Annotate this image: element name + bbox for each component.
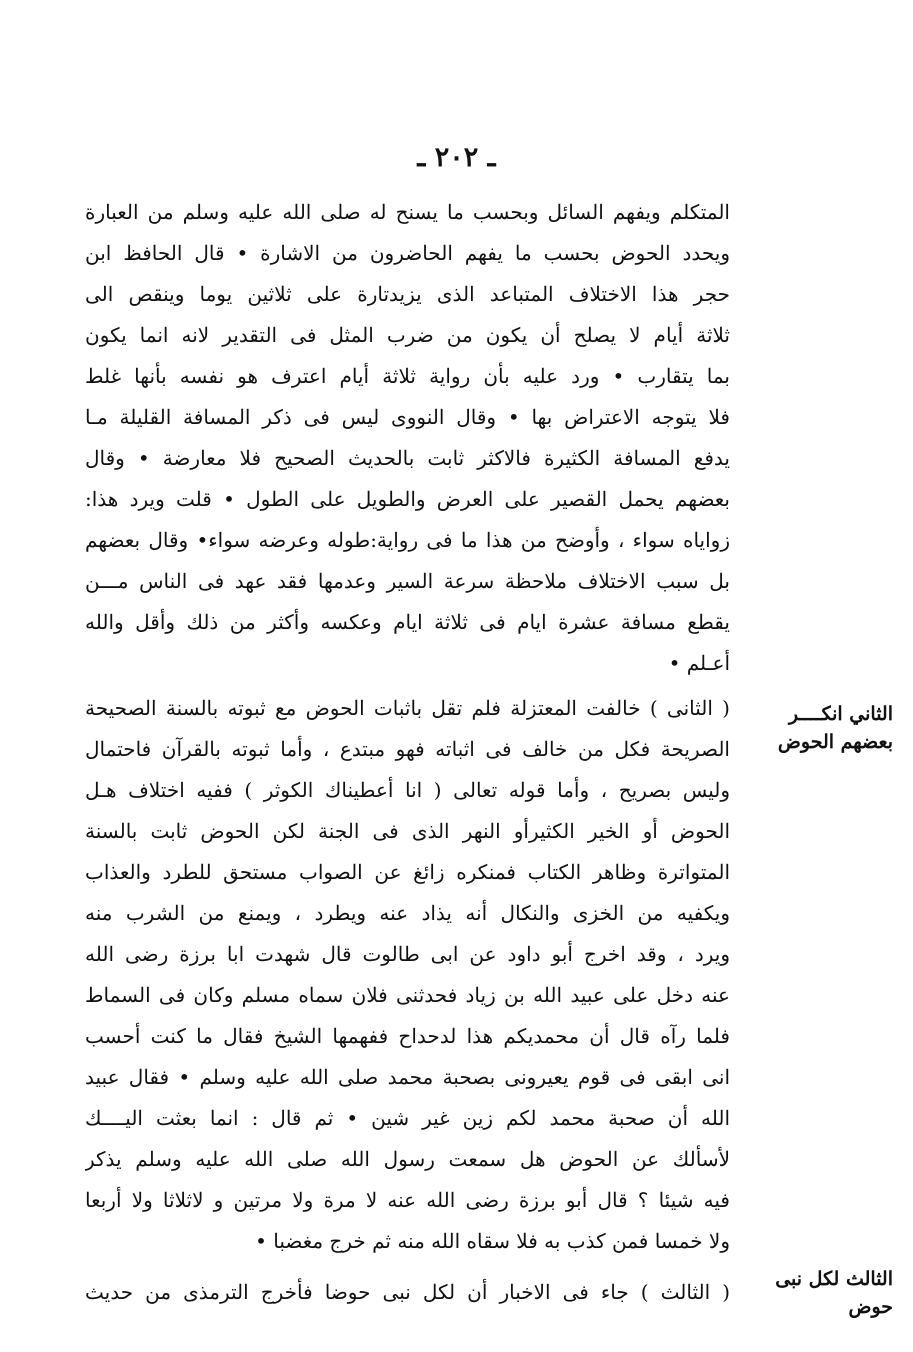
text-line: عنه دخل على عبيد الله بن زياد فحدثنى فلان سماه مسلم وكان فى السماط — [85, 983, 730, 1007]
text-line: فلا يتوجه الاعتراض بها • وقال النووى ليس فى ذكر المسافة القليلة مـا — [85, 405, 730, 429]
text-line: بل سبب الاختلاف ملاحظة سرعة السير وعدمها فقد عهد فى الناس مـــن — [85, 569, 730, 593]
text-line: المتواترة وظاهر الكتاب فمنكره زائغ عن الصواب مستحق للطرد والعذاب — [85, 860, 730, 884]
text-line: بعضهم يحمل القصير على العرض والطويل على الطول • قلت ويرد هذا: — [85, 487, 730, 511]
text-line: فيه شيئا ؟ قال أبو برزة رضى الله عنه لا مرة ولا مرتين و لاثلاثا ولا أربعا — [85, 1188, 730, 1212]
text-line: حجر هذا الاختلاف المتباعد الذى يزيدتارة على ثلاثين يوما وينقص الى — [85, 282, 730, 306]
text-line: الصريحة فكل من خالف فى اثباته فهو مبتدع ، وأما ثبوته بالقرآن فاحتمال — [85, 737, 730, 761]
margin-note-second: الثاني انكــــر بعضهم الحوض — [777, 703, 893, 753]
text-line: ثلاثة أيام لا يصلح أن يكون من ضرب المثل فى التقدير لانه انما يكون — [85, 323, 730, 347]
text-line: لأسألك عن الحوض هل سمعت رسول الله صلى الله عليه وسلم يذكر — [85, 1147, 730, 1171]
text-line: وليس بصريح ، وأما قوله تعالى ( انا أعطيناك الكوثر ) ففيه اختلاف هـل — [85, 778, 730, 802]
margin-note-third: الثالث لكل نبى حوض — [775, 1268, 893, 1318]
text-line: الله أن صحبة محمد لكم زين غير شين • ثم قال : انما بعثت اليــــك — [85, 1106, 730, 1130]
paragraph-2 — [85, 688, 730, 1262]
text-line: فلما رآه قال أن محمديكم هذا لدحداح ففهمها الشيخ فقال ما كنت أحسب — [85, 1024, 730, 1048]
text-line: الحوض أو الخير الكثيرأو النهر الذى فى الجنة لكن الحوض ثابت بالسنة — [85, 819, 730, 843]
text-line: ( الثانى ) خالفت المعتزلة فلم تقل باثبات الحوض مع ثبوته بالسنة الصحيحة — [85, 696, 730, 720]
text-line: ولا خمسا فمن كذب به فلا سقاه الله منه ثم خرج مغضبا • — [255, 1229, 730, 1253]
paragraph-3 — [85, 1272, 730, 1313]
text-line: ويرد ، وقد اخرج أبو داود عن ابى طالوت قال شهدت ابا برزة رضى الله — [85, 942, 730, 966]
text-line: ويحدد الحوض بحسب ما يفهم الحاضرون من الاشارة • قال الحافظ ابن — [85, 241, 730, 265]
text-line: ( الثالث ) جاء فى الاخبار أن لكل نبى حوضا فأخرج الترمذى من حديث — [85, 1280, 730, 1304]
text-line: بما يتقارب • ورد عليه بأن رواية ثلاثة أيام اعترف هو نفسه بأنها غلط — [85, 364, 730, 388]
text-line: زواياه سواء ، وأوضح من هذا ما فى رواية:طوله وعرضه سواء• وقال بعضهم — [85, 528, 730, 552]
text-line: المتكلم ويفهم السائل وبحسب ما يسنح له صلى الله عليه وسلم من العبارة — [85, 200, 730, 224]
text-line: انى ابقى فى قوم يعيرونى بصحبة محمد صلى الله عليه وسلم • فقال عبيد — [85, 1065, 730, 1089]
text-line: يقطع مسافة عشرة ايام فى ثلاثة ايام وعكسه وأكثر من ذلك وأقل والله — [85, 610, 730, 634]
text-line: ويكفيه من الخزى والنكال أنه يذاد عنه ويطرد ، ويمنع من الشرب منه — [85, 901, 730, 925]
text-line: يدفع المسافة الكثيرة فالاكثر ثابت بالحديث الصحيح فلا معارضة • وقال — [85, 446, 730, 470]
page-number: ـ ٢٠٢ ـ — [417, 142, 496, 173]
paragraph-1 — [85, 192, 730, 684]
text-line: أعـلم • — [668, 651, 730, 675]
